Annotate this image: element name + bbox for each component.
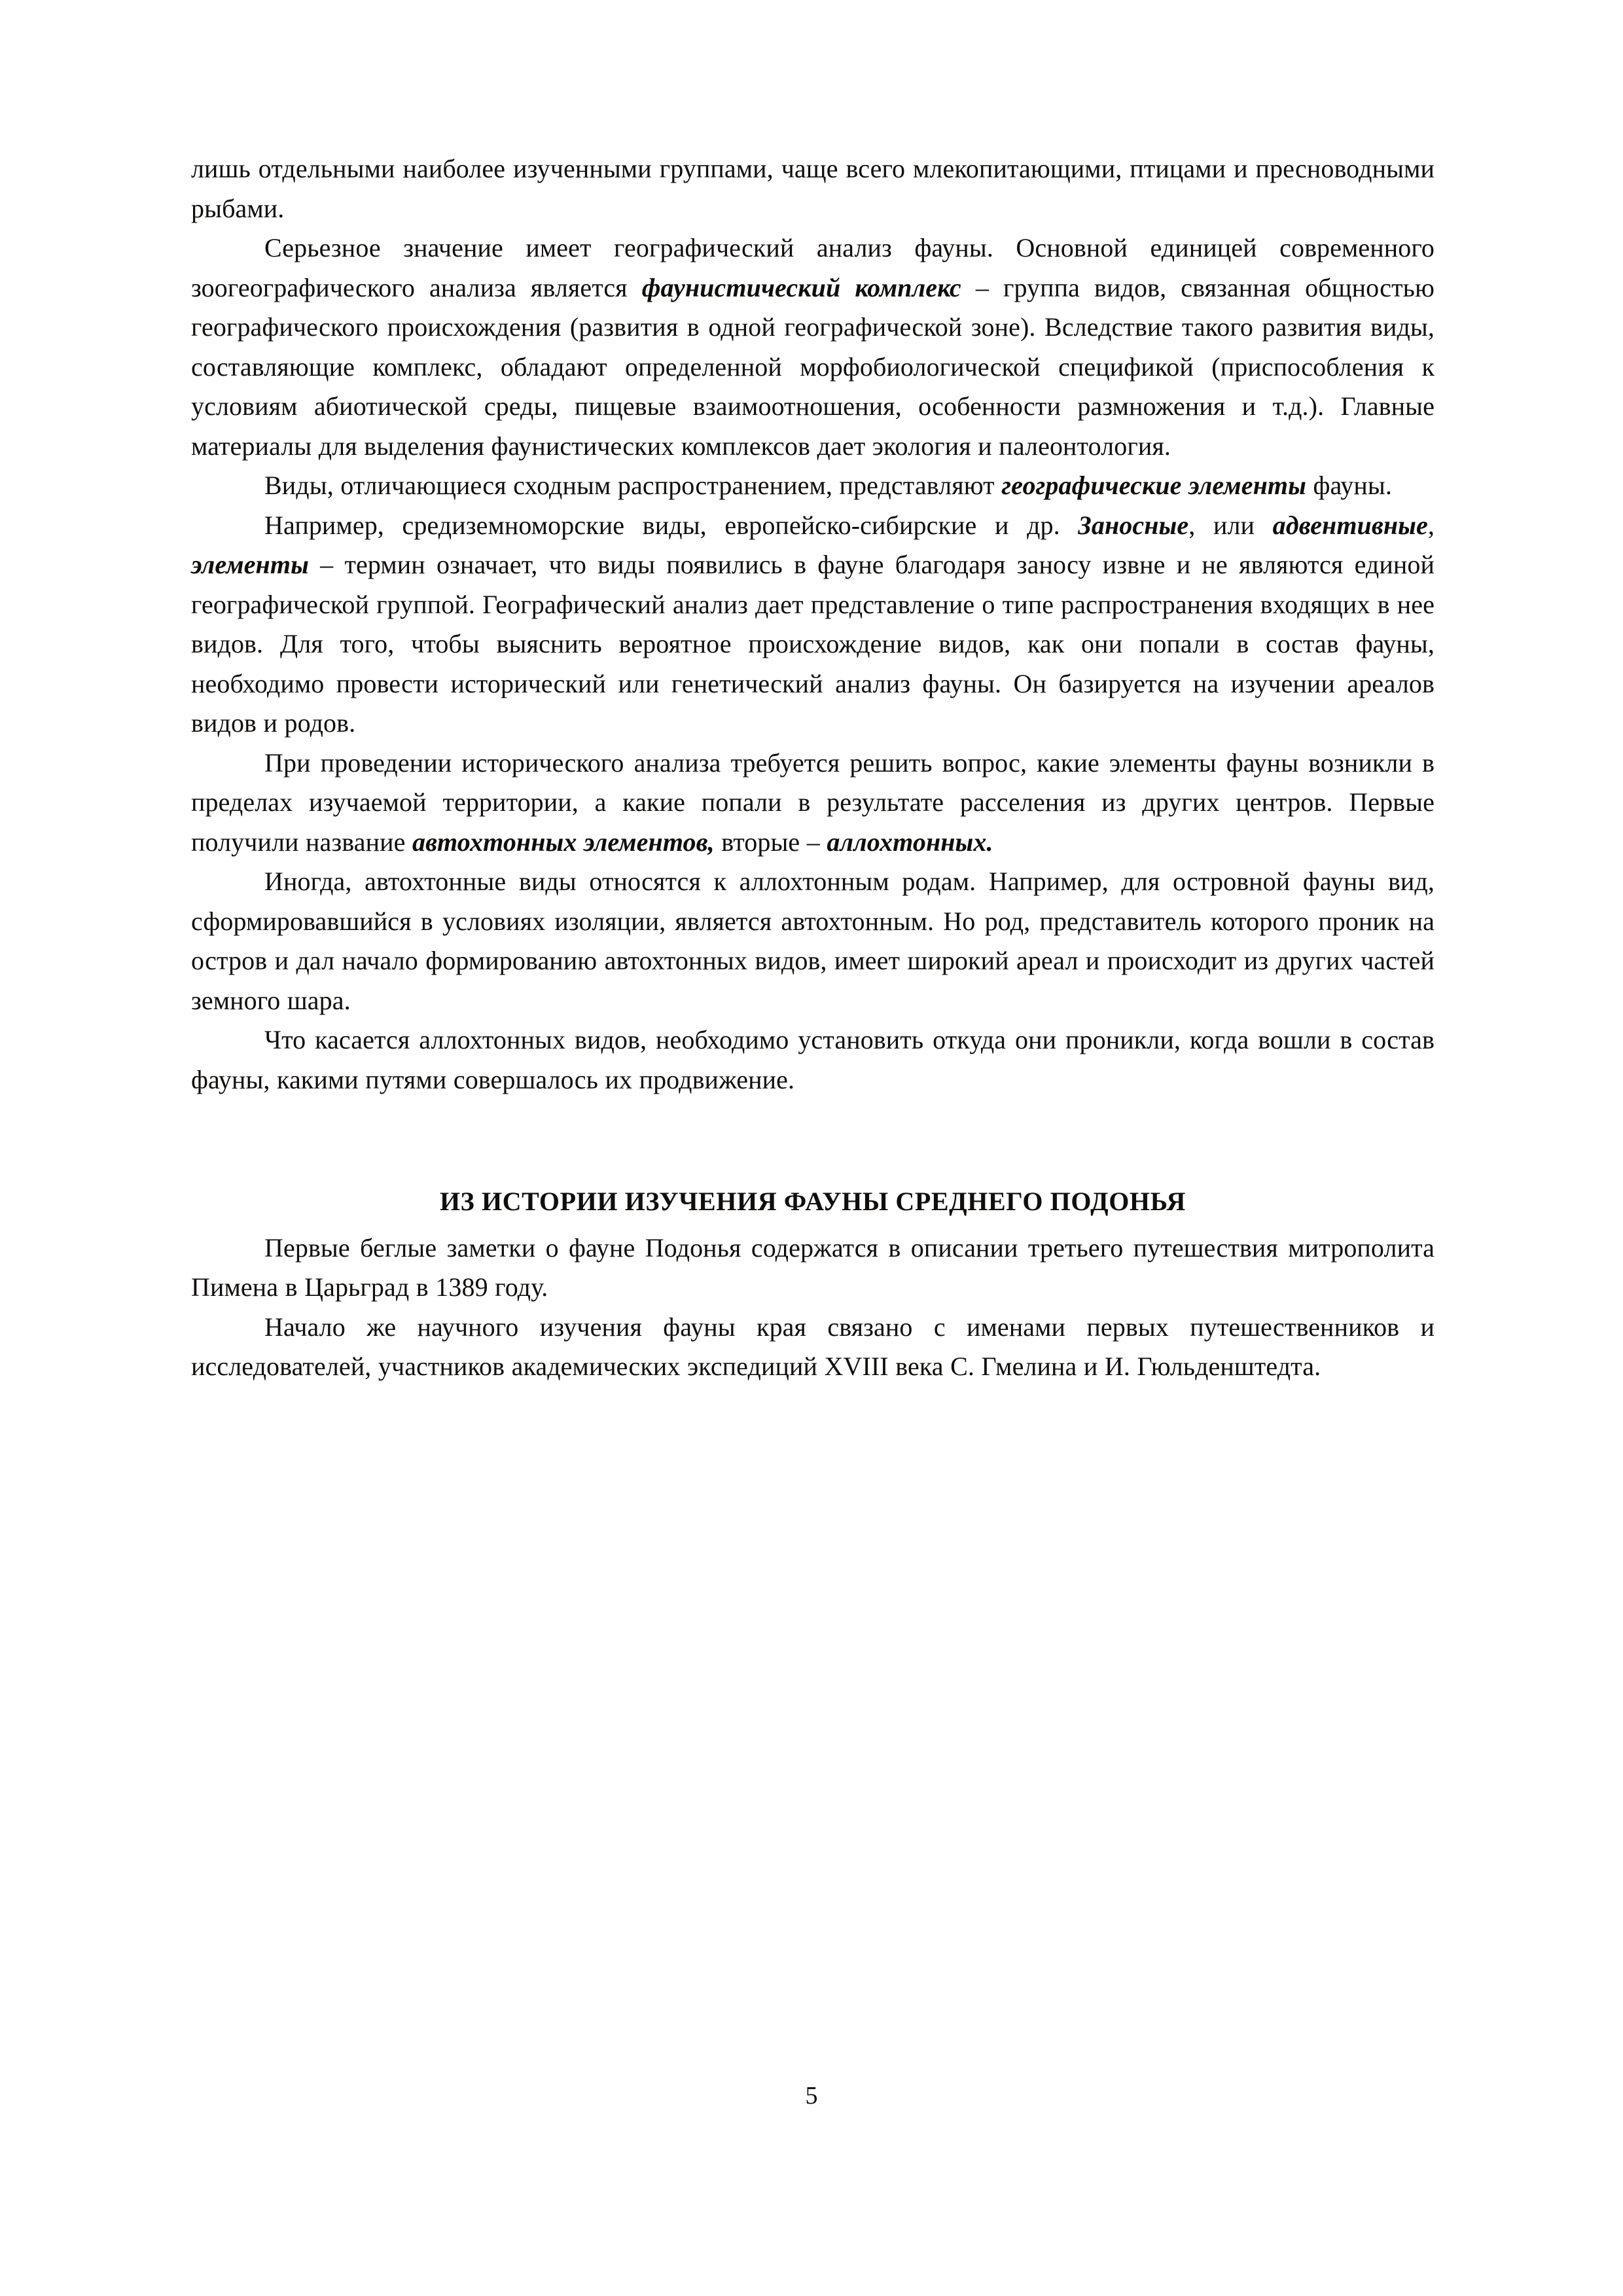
- paragraph: Например, средиземноморские виды, европейско-сибирские и др. Заносные, или адвентивные, элементы – термин означает, что виды появились в фауне благодаря заносу извне и не являются единой географической группой. Географический анализ дает представление о типе распространения входящих в нее видов. Для того, чтобы выяснить вероятное происхождение видов, как они попали в состав фауны, необходимо провести исторический или генетический анализ фауны. Он базируется на изучении ареалов видов и родов.: [191, 510, 1435, 738]
- paragraph: лишь отдельными наиболее изученными группами, чаще всего млекопитающими, птицами и пресноводными рыбами.: [191, 154, 1435, 223]
- paragraph: Что касается аллохтонных видов, необходимо установить откуда они проникли, когда вошли в состав фауны, какими путями совершалось их продвижение.: [191, 1025, 1435, 1094]
- section-heading: ИЗ ИСТОРИИ ИЗУЧЕНИЯ ФАУНЫ СРЕДНЕГО ПОДОНЬЯ: [439, 1187, 1186, 1216]
- paragraph: Серьезное значение имеет географический анализ фауны. Основной единицей современного зоогеографического анализа является фаунистический комплекс – группа видов, связанная общностью географического происхождения (развития в одной географической зоне). Вследствие такого развития виды, составляющие комплекс, обладают определенной морфобиологической спецификой (приспособления к условиям абиотической среды, пищевые взаимоотношения, особенности размножения и т.д.). Главные материалы для выделения фаунистических комплексов дает экология и палеонтология.: [191, 233, 1435, 461]
- spacer: [191, 1222, 1435, 1229]
- emphasis-term: адвентивные: [1272, 510, 1428, 540]
- emphasis-term: элементы: [191, 550, 309, 579]
- spacer: [191, 1100, 1435, 1182]
- paragraph: При проведении исторического анализа требуется решить вопрос, какие элементы фауны возникли в пределах изучаемой территории, а какие попали в результате расселения из других центров. Первые получили название автохтонных элементов, вторые – аллохтонных.: [191, 747, 1435, 857]
- page-body: [191, 149, 1435, 1387]
- emphasis-term: автохтонных элементов,: [412, 827, 715, 857]
- emphasis-term: Заносные: [1078, 510, 1189, 540]
- paragraph: Иногда, автохтонные виды относятся к аллохтонным родам. Например, для островной фауны вид, сформировавшийся в условиях изоляции, является автохтонным. Но род, представитель которого проник на остров и дал начало формированию автохтонных видов, имеет широкий ареал и происходит из других частей земного шара.: [191, 867, 1435, 1015]
- emphasis-term: фаунистический комплекс: [641, 272, 961, 302]
- emphasis-term: аллохтонных.: [827, 827, 993, 857]
- paragraph: Виды, отличающиеся сходным распространением, представляют географические элементы фауны.: [264, 471, 1392, 500]
- page-number: 5: [805, 2082, 818, 2109]
- paragraph: Начало же научного изучения фауны края связано с именами первых путешественников и исследователей, участников академических экспедиций XVIII века С. Гмелина и И. Гюльденштедта.: [191, 1312, 1435, 1381]
- paragraph: Первые беглые заметки о фауне Подонья содержатся в описании третьего путешествия митрополита Пимена в Царьград в 1389 году.: [191, 1232, 1435, 1302]
- emphasis-term: географические элементы: [1001, 471, 1306, 500]
